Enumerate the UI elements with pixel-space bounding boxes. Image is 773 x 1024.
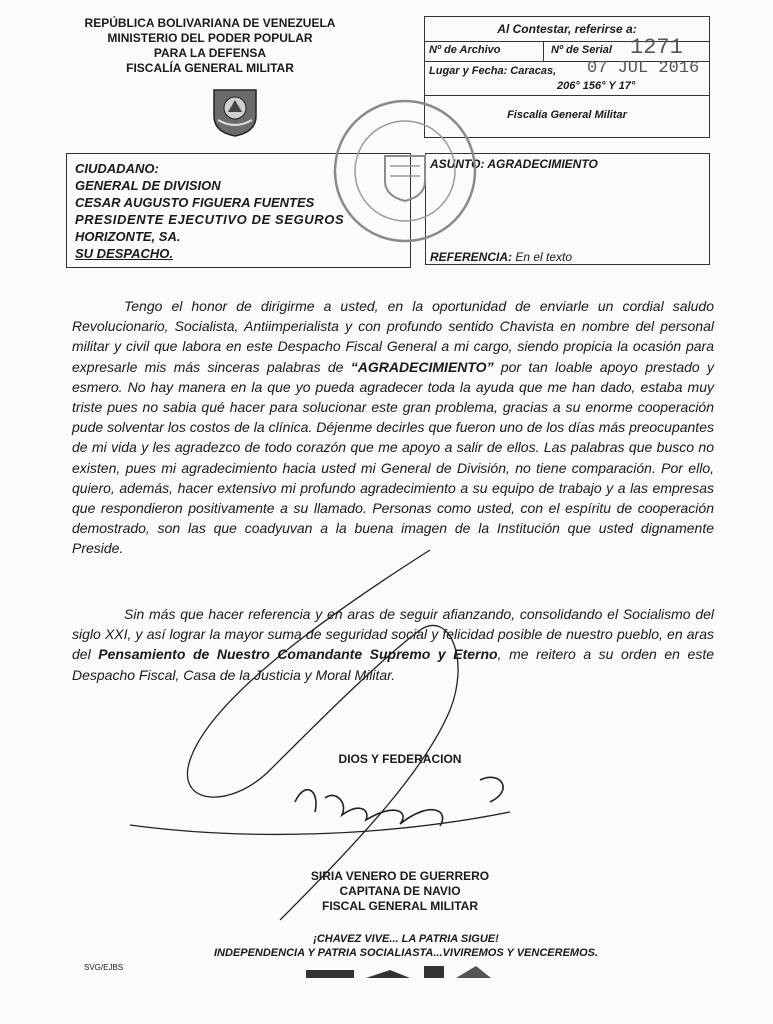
reply-title: Al Contestar, referirse a: [425, 17, 709, 42]
office-name: Fiscalía General Militar [507, 109, 627, 121]
addressee-line: CIUDADANO: [75, 161, 159, 176]
footer-slogans [196, 932, 616, 960]
addressee-line: HORIZONTE, SA. [75, 229, 181, 244]
signatory-rank: CAPITANA DE NAVIO [339, 884, 461, 898]
footer-logo-icon [306, 962, 496, 984]
emphasis-text: “AGRADECIMIENTO” [350, 358, 494, 375]
emphasis-text: Pensamiento de Nuestro Comandante Supremo y Eterno [98, 646, 498, 663]
signatory-name: SIRIA VENERO DE GUERRERO [310, 869, 490, 883]
slogan-line: INDEPENDENCIA Y PATRIA SOCIALIASTA...VIVIREMOS Y VENCEREMOS. [213, 947, 599, 959]
archive-label: Nº de Archivo [429, 44, 501, 56]
subject-text: ASUNTO: AGRADECIMIENTO [430, 157, 598, 171]
coat-of-arms-icon [210, 86, 260, 138]
patriotic-years: 206° 156° Y 17° [557, 80, 636, 92]
paragraph-text: por tan loable apoyo prestado y esmero. No hay manera en la que yo pueda agradecer toda la ayuda que me han dado, estaba muy triste pues no sabia qué hacer para solucionar este gran problema, gracias a su enorme cooperación pude solventar los costos de la clínica. Déjenme decirles que fueron uno de los días más preocupantes de mi vida y les agradezco de todo corazón que me apoyo a salir de ellos. Las palabras que busco no existen, pues mi agradecimiento hacia usted mi General de División, no tiene comparación. Por ello, quiero, además, hacer extensivo mi profundo agradecimiento a su equipo de trabajo y a las empresas que respondieron positivamente a su llamado. Personas como usted, con el espíritu de cooperación demostrado, son las que coadyuvan a la buena imagen de la Institución que usted dignamente Preside. [72, 358, 714, 557]
reference-value: En el texto [515, 250, 573, 264]
paragraph-text: Sin más que hacer referencia y en aras de seguir afianzando, consolidando el Socialismo del siglo XXI, y así lograr la mayor suma de seguridad social y felicidad posible de nuestro pueblo, en aras del [72, 606, 714, 663]
letterhead [60, 16, 360, 76]
letterhead-line: FISCALÍA GENERAL MILITAR [126, 61, 294, 75]
letterhead-line: REPÚBLICA BOLIVARIANA DE VENEZUELA [84, 16, 336, 30]
slogan-line: ¡CHAVEZ VIVE... LA PATRIA SIGUE! [313, 933, 499, 945]
signatory-title: FISCAL GENERAL MILITAR [322, 899, 478, 913]
typist-initials: SVG/EJBS [84, 963, 124, 972]
letterhead-line: PARA LA DEFENSA [153, 46, 267, 60]
body-paragraph-1 [72, 296, 714, 559]
addressee-line: GENERAL DE DIVISION [75, 178, 221, 193]
addressee-line: PRESIDENTE EJECUTIVO DE SEGUROS [75, 212, 345, 227]
paragraph-text: Tengo el honor de dirigirme a usted, en la oportunidad de enviarle un cordial saludo Revolucionario, Socialista, Antiimperialista y con profundo sentido Chavista en nombre del personal militar y civil que labora en este Despacho Fiscal General a mi cargo, siendo propicia la ocasión para expresarle mis más sinceras palabras de [72, 298, 714, 375]
paragraph-text: , me reitero a su orden en este Despacho Fiscal, Casa de la Justicia y Moral Militar. [72, 646, 714, 683]
closing-motto: DIOS Y FEDERACION [338, 752, 462, 766]
reference-label: REFERENCIA: [430, 250, 513, 264]
addressee-line: SU DESPACHO. [75, 246, 173, 261]
letterhead-line: MINISTERIO DEL PODER POPULAR [107, 31, 313, 45]
addressee-line: CESAR AUGUSTO FIGUERA FUENTES [75, 195, 315, 210]
signatory [130, 869, 670, 914]
serial-label: Nº de Serial [551, 44, 612, 56]
official-seal-stamp [330, 96, 480, 246]
serial-stamp: 1271 [630, 35, 683, 60]
place-date-label: Lugar y Fecha: Caracas, [429, 65, 557, 77]
date-stamp: 07 JUL 2016 [587, 59, 700, 78]
